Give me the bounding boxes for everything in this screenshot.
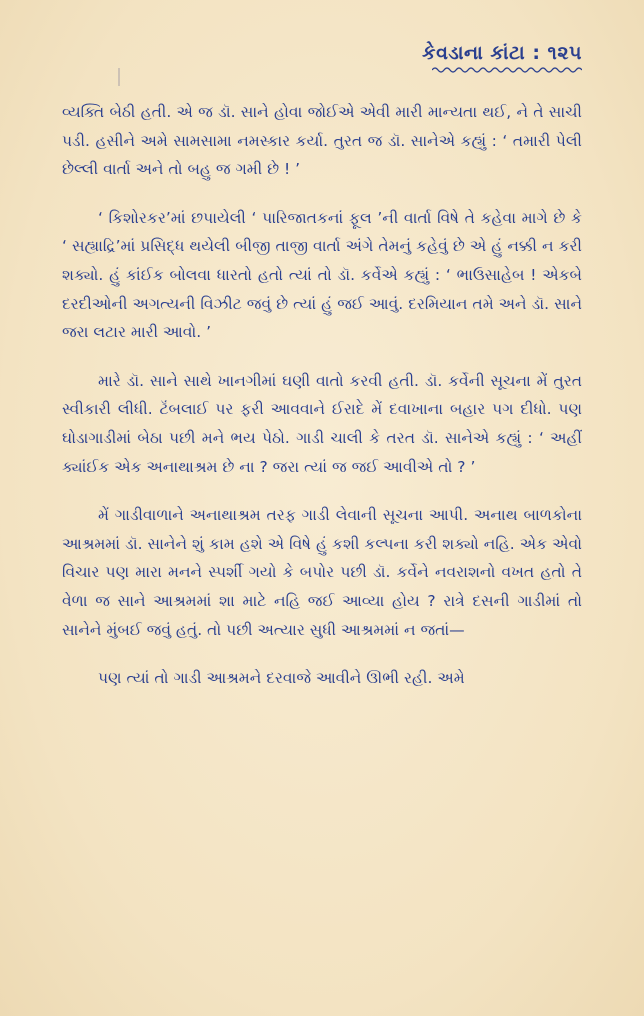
paragraph-4: મેં ગાડીવાળાને અનાથાશ્રમ તરફ ગાડી લેવાની સૂચના આપી. અનાથ બાળકોના આશ્રમમાં ડૉ. સાનેને શું કામ હશે એ વિષે હું કશી કલ્પના કરી શક્યો નહિ. એક એવો વિચાર પણ મારા મનને સ્પર્શી ગયો કે બપોર પછી ડૉ. કર્વેને નવરાશનો વખત હતો તે વેળા જ સાને આશ્રમમાં શા માટે નહિ જઈ આવ્યા હોય ? રાત્રે દસની ગાડીમાં તો સાનેને મુંબઈ જવું હતું. તો પછી અત્યાર સુધી આશ્રમમાં ન જતાં— bbox=[62, 506, 582, 639]
page-mark bbox=[118, 68, 120, 86]
running-head: કેવડાના કાંટા : ૧૨૫ bbox=[422, 42, 582, 64]
paragraph-3: મારે ડૉ. સાને સાથે ખાનગીમાં ઘણી વાતો કરવી હતી. ડૉ. કર્વેની સૂચના મેં તુરત સ્વીકારી લીધી. ટૅંબલાઈ પર ફરી આવવાને ઈરાદે મેં દવાખાના બહાર પગ દીધો. પણ ઘોડાગાડીમાં બેઠા પછી મને ભય પેઠો. ગાડી ચાલી કે તરત ડૉ. સાનેએ કહ્યું : ‘ અહીં ક્યાંઈક એક અનાથાશ્રમ છે ના ? જરા ત્યાં જ જઈ આવીએ તો ? ’ bbox=[62, 371, 582, 476]
body-text bbox=[62, 98, 582, 693]
paragraph-5: પણ ત્યાં તો ગાડી આશ્રમને દરવાજે આવીને ઊભી રહી. અમે bbox=[98, 669, 465, 688]
paragraph-1: વ્યક્તિ બેઠી હતી. એ જ ડૉ. સાને હોવા જોઈએ એવી મારી માન્યતા થઈ, ને તે સાચી પડી. હસીને અમે સામસામા નમસ્કાર કર્યા. તુરત જ ડૉ. સાનેએ કહ્યું : ‘ તમારી પેલી છેલ્લી વાર્તા અને તો બહુ જ ગમી છે ! ’ bbox=[62, 103, 582, 179]
wavy-rule bbox=[432, 66, 582, 74]
paragraph-2: ‘ કિશોરકર’માં છપાયેલી ‘ પારિજાતકનાં ફૂલ ’ની વાર્તા વિષે તે કહેવા માગે છે કે ‘ સહ્યાદ્રિ’માં પ્રસિદ્ધ થયેલી બીજી તાજી વાર્તા અંગે તેમનું કહેવું છે એ હું નક્કી ન કરી શક્યો. હું કાંઈક બોલવા ધારતો હતો ત્યાં તો ડૉ. કર્વેએ કહ્યું : ‘ ભાઉસાહેબ ! એકબે દરદીઓની અગત્યની વિઝીટ જવું છે ત્યાં હું જઈ આવું. દરમિયાન તમે અને ડૉ. સાને જરા લટાર મારી આવો. ’ bbox=[62, 208, 582, 342]
page-header bbox=[422, 42, 582, 74]
